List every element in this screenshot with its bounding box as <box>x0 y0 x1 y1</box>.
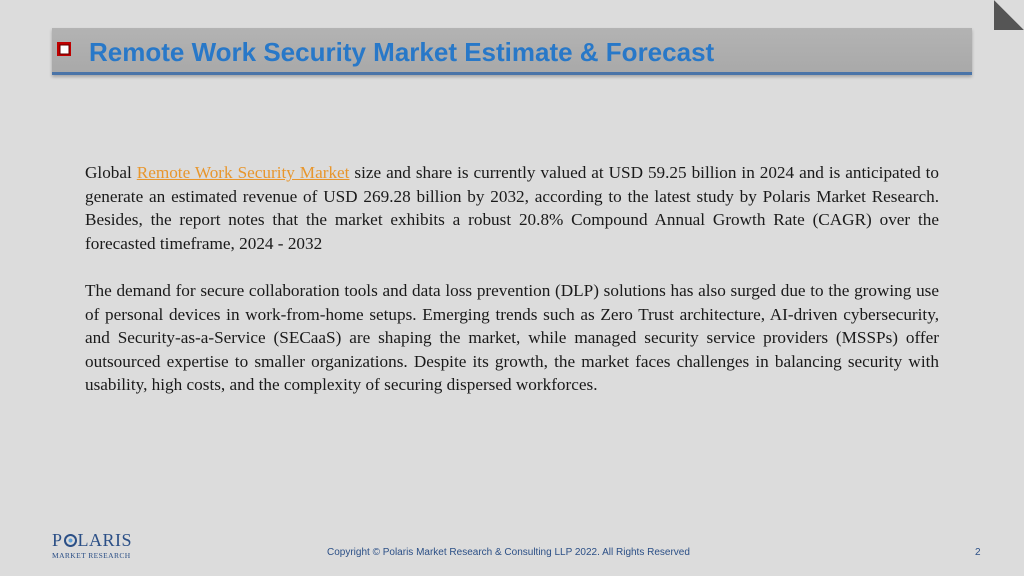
market-report-link[interactable]: Remote Work Security Market <box>136 163 350 182</box>
checkbox-bullet-icon <box>56 41 72 57</box>
page-corner-fold-icon <box>994 0 1024 30</box>
paragraph-prefix: Global <box>85 163 137 182</box>
body-text <box>85 161 939 397</box>
paragraph-suffix: size and share is currently valued at USD 59.25 billion in 2024 and is anticipated to generate an estimated revenue of USD 269.28 billion by 2032, according to the latest study by Polaris Market Research. Besides, the report notes that the market exhibits a robust 20.8% Compound Annual Growth Rate (CAGR) over the forecasted timeframe, 2024 - 2032 <box>85 163 939 253</box>
polaris-logo <box>52 530 132 562</box>
star-dot-icon <box>64 534 77 547</box>
paragraph-market-size <box>85 161 939 255</box>
logo-subtitle: MARKET RESEARCH <box>52 551 131 560</box>
logo-wordmark: P LARIS <box>52 530 133 550</box>
copyright-footer: Copyright © Polaris Market Research & Consulting LLP 2022. All Rights Reserved <box>327 547 690 558</box>
paragraph-trends: The demand for secure collaboration tools and data loss prevention (DLP) solutions has also surged due to the growing use of personal devices in work-from-home setups. Emerging trends such as Zero Trust architecture, AI-driven cybersecurity, and Security-as-a-Service (SECaaS) are shaping the market, while managed security service providers (MSSPs) offer outsourced expertise to smaller organizations. Despite its growth, the market faces challenges in balancing security with usability, high costs, and the complexity of securing dispersed workforces. <box>85 280 939 395</box>
title-bar <box>52 28 972 75</box>
page-number: 2 <box>975 547 981 558</box>
page-title: Remote Work Security Market Estimate & Forecast <box>89 37 715 67</box>
